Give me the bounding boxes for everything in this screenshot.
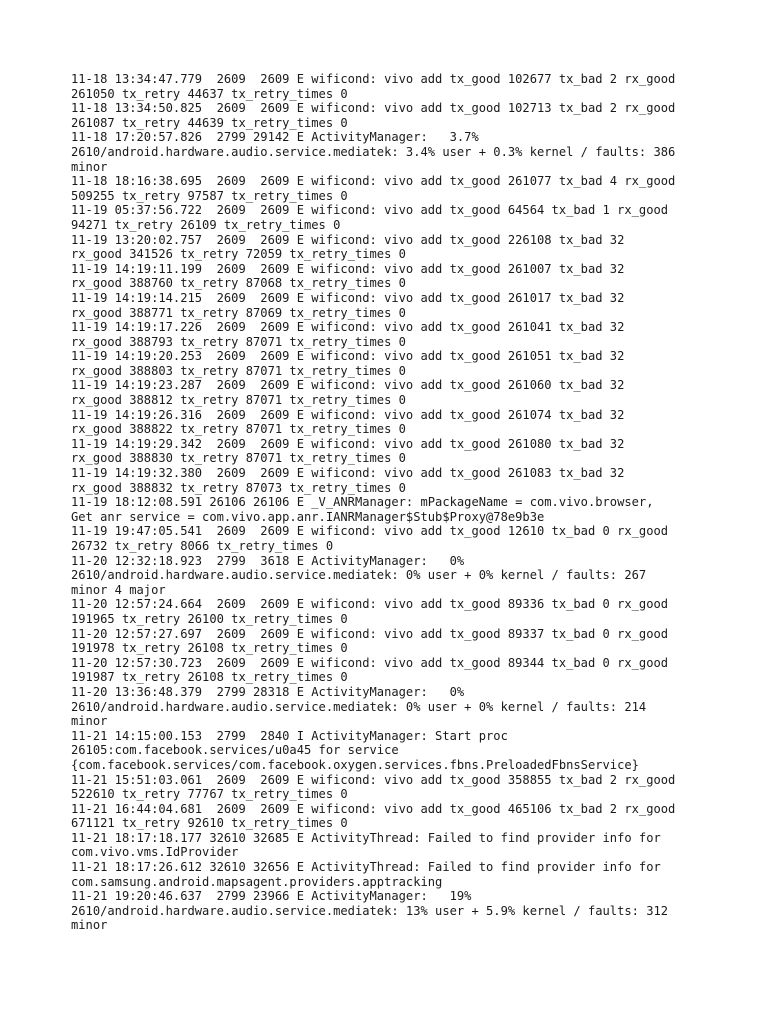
log-line: minor 4 major (71, 582, 166, 597)
log-line: rx_good 388832 tx_retry 87073 tx_retry_times 0 (71, 480, 406, 495)
log-line: 11-18 13:34:50.825 2609 2609 E wificond: vivo add tx_good 102713 tx_bad 2 rx_good (71, 101, 676, 116)
log-line: 2610/android.hardware.audio.service.mediatek: 13% user + 5.9% kernel / faults: 312 (71, 903, 669, 918)
log-line: 11-19 14:19:11.199 2609 2609 E wificond: vivo add tx_good 261007 tx_bad 32 (71, 261, 625, 276)
log-line: 2610/android.hardware.audio.service.mediatek: 3.4% user + 0.3% kernel / faults: 386 (71, 144, 676, 159)
log-line: 2610/android.hardware.audio.service.mediatek: 0% user + 0% kernel / faults: 267 (71, 568, 647, 583)
log-line: 11-21 15:51:03.061 2609 2609 E wificond: vivo add tx_good 358855 tx_bad 2 rx_good (71, 772, 676, 787)
log-line: 11-20 12:57:30.723 2609 2609 E wificond: vivo add tx_good 89344 tx_bad 0 rx_good (71, 655, 669, 670)
log-line: 11-19 14:19:14.215 2609 2609 E wificond: vivo add tx_good 261017 tx_bad 32 (71, 290, 625, 305)
log-line: 11-19 18:12:08.591 26106 26106 E _V_ANRManager: mPackageName = com.vivo.browser, (71, 495, 654, 510)
log-line: com.samsung.android.mapsagent.providers.apptracking (71, 874, 443, 889)
log-line: rx_good 388803 tx_retry 87071 tx_retry_times 0 (71, 363, 406, 378)
log-line: rx_good 388771 tx_retry 87069 tx_retry_times 0 (71, 305, 406, 320)
log-line: 522610 tx_retry 77767 tx_retry_times 0 (71, 787, 348, 802)
log-line: 509255 tx_retry 97587 tx_retry_times 0 (71, 188, 348, 203)
log-line: 11-19 05:37:56.722 2609 2609 E wificond: vivo add tx_good 64564 tx_bad 1 rx_good (71, 203, 669, 218)
log-line: {com.facebook.services/com.facebook.oxygen.services.fbns.PreloadedFbnsService} (71, 757, 639, 772)
log-line: 11-19 14:19:26.316 2609 2609 E wificond: vivo add tx_good 261074 tx_bad 32 (71, 407, 625, 422)
log-line: 261050 tx_retry 44637 tx_retry_times 0 (71, 86, 348, 101)
log-text-block (71, 72, 711, 933)
log-line: 191978 tx_retry 26108 tx_retry_times 0 (71, 641, 348, 656)
log-line: 11-20 13:36:48.379 2799 28318 E ActivityManager: 0% (71, 684, 465, 699)
log-line: 671121 tx_retry 92610 tx_retry_times 0 (71, 816, 348, 831)
log-line: 11-19 14:19:20.253 2609 2609 E wificond: vivo add tx_good 261051 tx_bad 32 (71, 349, 625, 364)
log-line: 94271 tx_retry 26109 tx_retry_times 0 (71, 217, 341, 232)
log-line: com.vivo.vms.IdProvider (71, 845, 239, 860)
log-line: rx_good 388812 tx_retry 87071 tx_retry_times 0 (71, 393, 406, 408)
log-line: 191987 tx_retry 26108 tx_retry_times 0 (71, 670, 348, 685)
log-line: 261087 tx_retry 44639 tx_retry_times 0 (71, 115, 348, 130)
log-line: rx_good 341526 tx_retry 72059 tx_retry_times 0 (71, 247, 406, 262)
log-line: 11-18 17:20:57.826 2799 29142 E ActivityManager: 3.7% (71, 130, 479, 145)
log-line: 11-21 18:17:18.177 32610 32685 E ActivityThread: Failed to find provider info for (71, 830, 661, 845)
log-line: 11-19 14:19:23.287 2609 2609 E wificond: vivo add tx_good 261060 tx_bad 32 (71, 378, 625, 393)
log-line: 11-20 12:32:18.923 2799 3618 E ActivityManager: 0% (71, 553, 465, 568)
log-line: 26105:com.facebook.services/u0a45 for service (71, 743, 399, 758)
log-line: minor (71, 159, 108, 174)
log-line: minor (71, 918, 108, 933)
log-line: 11-21 14:15:00.153 2799 2840 I ActivityManager: Start proc (71, 728, 508, 743)
log-line: 26732 tx_retry 8066 tx_retry_times 0 (71, 539, 334, 553)
log-line: 11-19 14:19:32.380 2609 2609 E wificond: vivo add tx_good 261083 tx_bad 32 (71, 466, 625, 481)
log-line: 11-19 19:47:05.541 2609 2609 E wificond: vivo add tx_good 12610 tx_bad 0 rx_good (71, 524, 669, 539)
log-line: rx_good 388830 tx_retry 87071 tx_retry_times 0 (71, 451, 406, 466)
log-line: rx_good 388760 tx_retry 87068 tx_retry_times 0 (71, 276, 406, 291)
log-line: rx_good 388793 tx_retry 87071 tx_retry_times 0 (71, 334, 406, 349)
log-line: 11-20 12:57:24.664 2609 2609 E wificond: vivo add tx_good 89336 tx_bad 0 rx_good (71, 597, 669, 612)
log-line: 11-21 19:20:46.637 2799 23966 E ActivityManager: 19% (71, 889, 472, 904)
log-line: 11-18 13:34:47.779 2609 2609 E wificond: vivo add tx_good 102677 tx_bad 2 rx_good (71, 72, 676, 86)
log-line: 11-19 14:19:17.226 2609 2609 E wificond: vivo add tx_good 261041 tx_bad 32 (71, 320, 625, 335)
log-line: 11-18 18:16:38.695 2609 2609 E wificond: vivo add tx_good 261077 tx_bad 4 rx_good (71, 174, 676, 189)
log-line: 2610/android.hardware.audio.service.mediatek: 0% user + 0% kernel / faults: 214 (71, 699, 647, 714)
log-line: 11-19 14:19:29.342 2609 2609 E wificond: vivo add tx_good 261080 tx_bad 32 (71, 436, 625, 451)
log-line: minor (71, 714, 108, 729)
log-line: 11-20 12:57:27.697 2609 2609 E wificond: vivo add tx_good 89337 tx_bad 0 rx_good (71, 626, 669, 641)
log-line: Get anr service = com.vivo.app.anr.IANRManager$Stub$Proxy@78e9b3e (71, 509, 545, 524)
log-line: 191965 tx_retry 26100 tx_retry_times 0 (71, 611, 348, 626)
log-line: rx_good 388822 tx_retry 87071 tx_retry_times 0 (71, 422, 406, 437)
log-line: 11-19 13:20:02.757 2609 2609 E wificond: vivo add tx_good 226108 tx_bad 32 (71, 232, 625, 247)
log-line: 11-21 18:17:26.612 32610 32656 E ActivityThread: Failed to find provider info for (71, 860, 661, 875)
log-line: 11-21 16:44:04.681 2609 2609 E wificond: vivo add tx_good 465106 tx_bad 2 rx_good (71, 801, 676, 816)
